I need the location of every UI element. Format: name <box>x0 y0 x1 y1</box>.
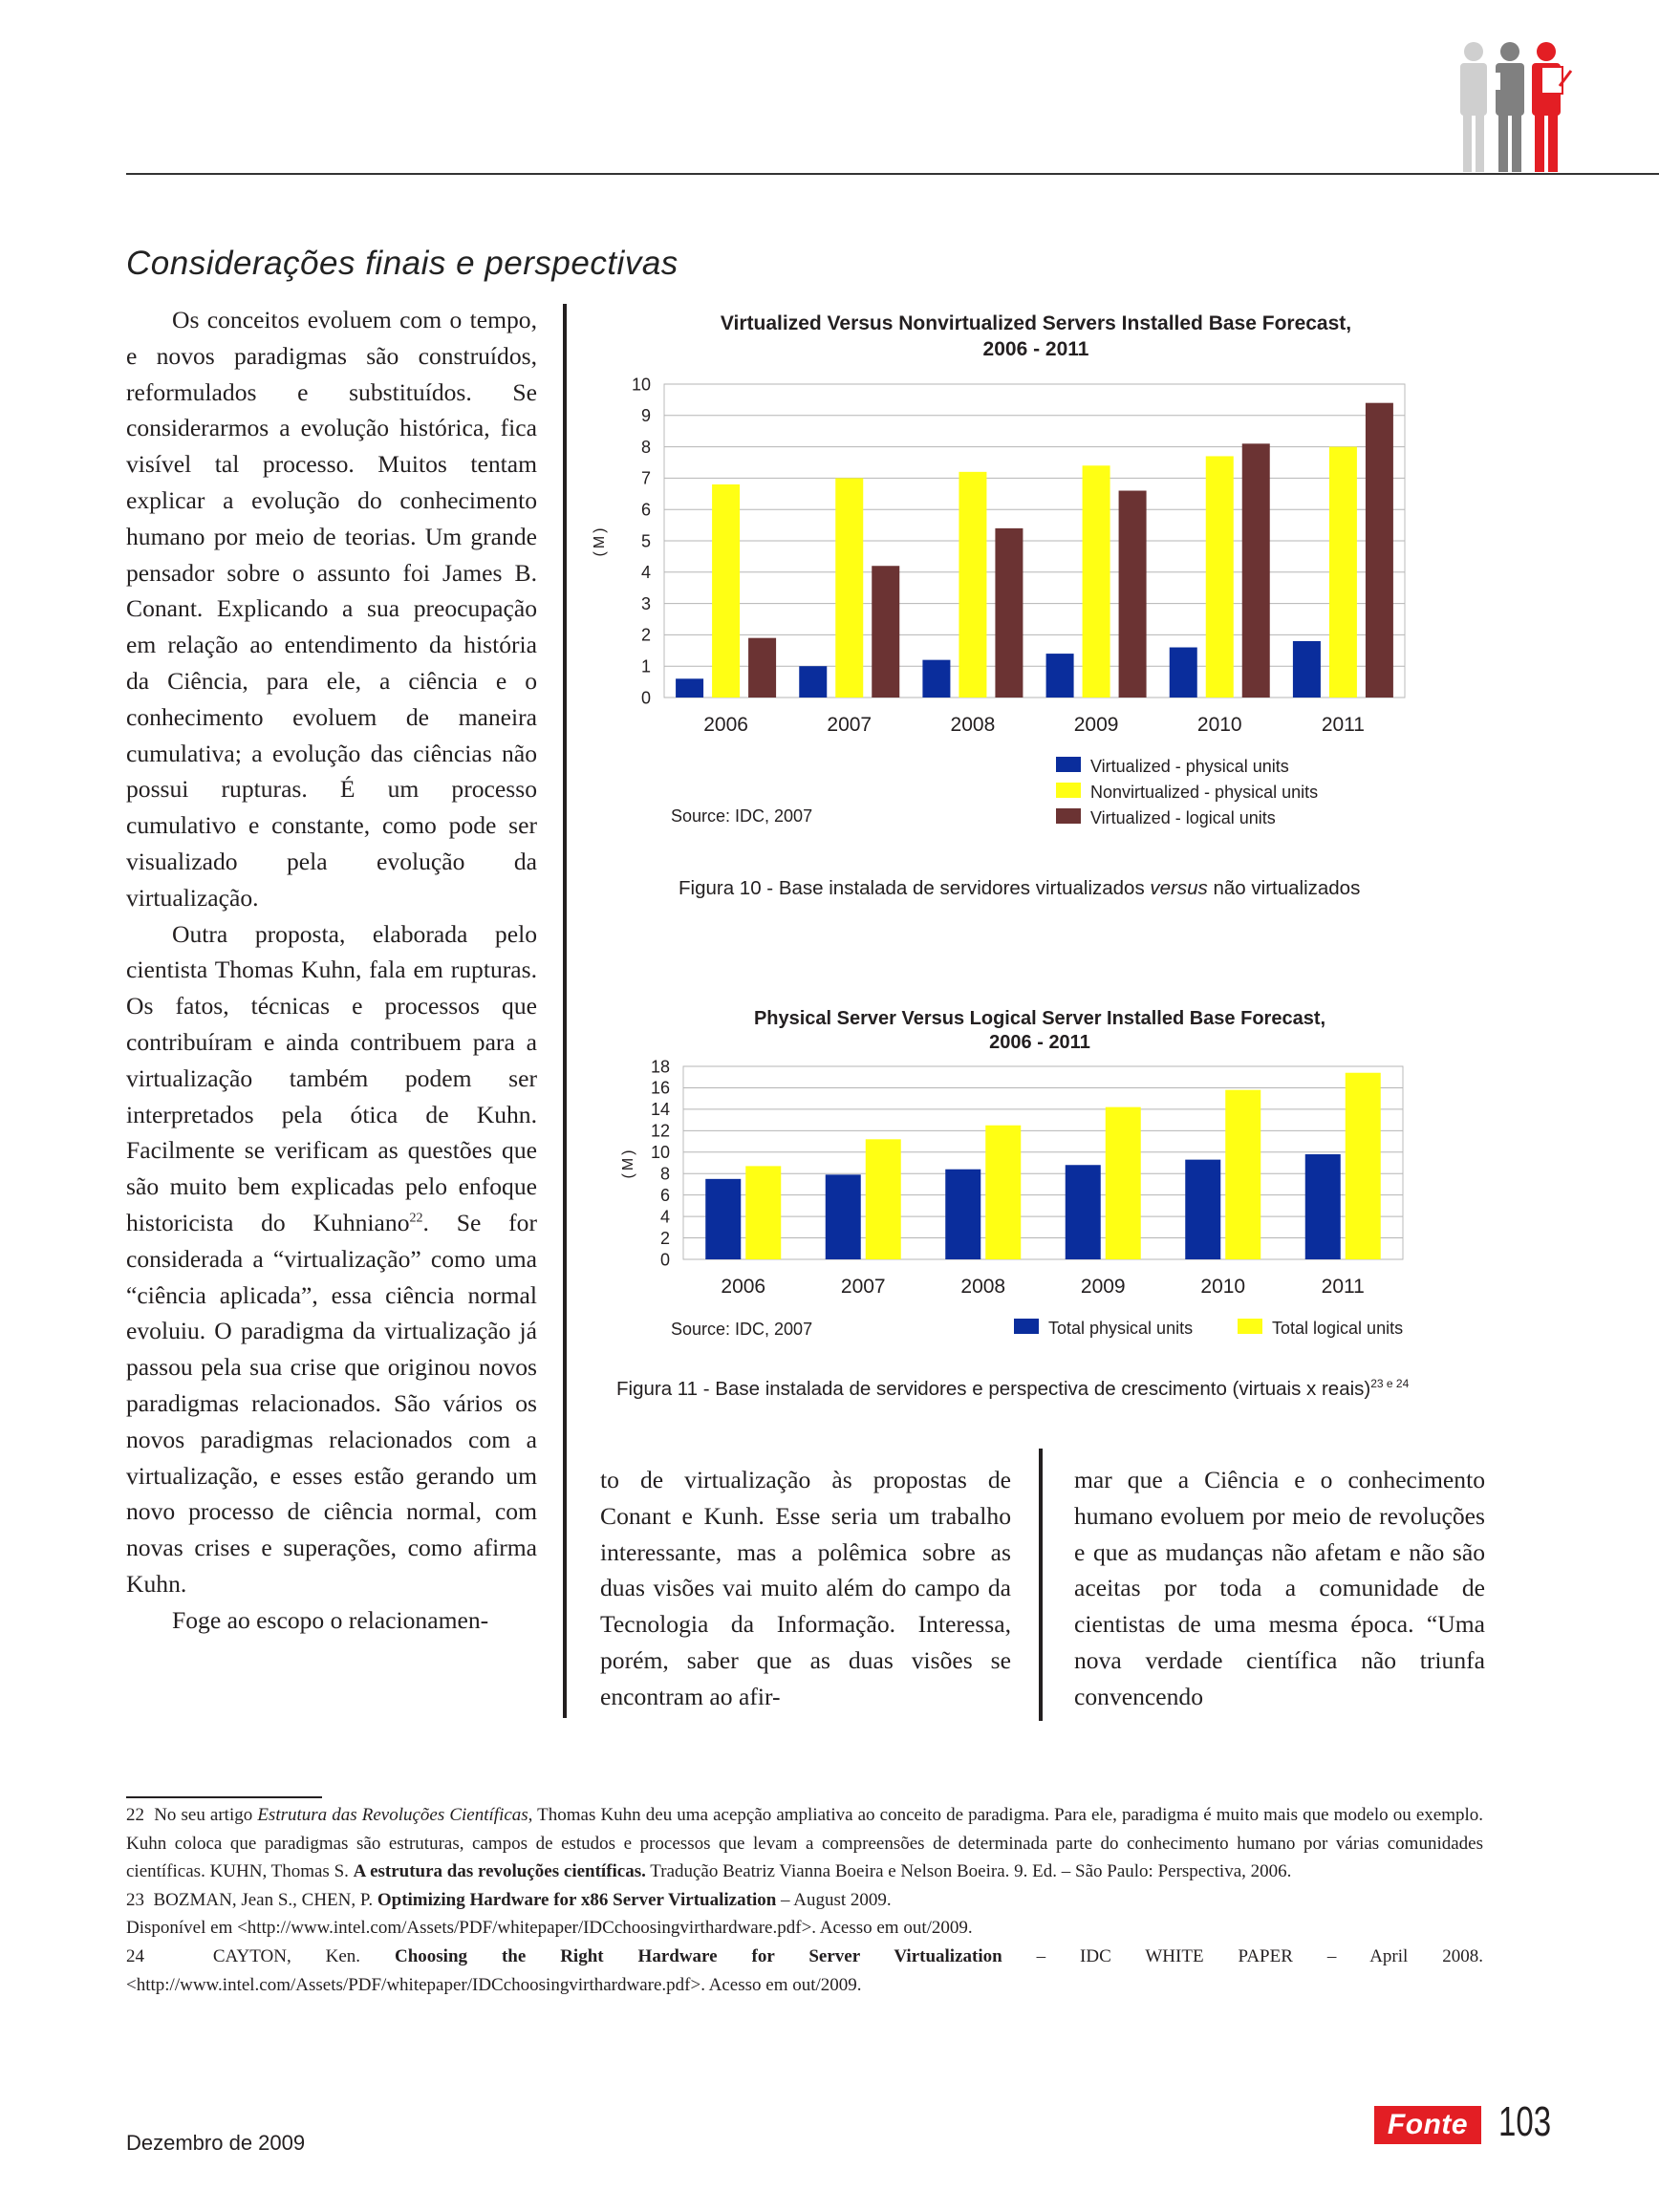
person-light-gray-icon <box>1460 42 1487 172</box>
footnote-23 <box>126 1886 1483 1915</box>
y-axis-label: (M) <box>592 525 608 557</box>
y-tick-label: 9 <box>640 406 651 426</box>
bar <box>1185 1160 1220 1259</box>
paragraph-conant: Os conceitos evoluem com o tempo, e novos paradigmas são construídos, reformulados e substituídos. Se considerarmos a evolução histórica, fica visível tal processo. Muitos tentam explicar a evolução do conhecimento humano por meio de teorias. Um grande pensador sobre o assunto foi James B. Conant. Explicando a sua preocupação em relação ao entendimento da história da Ciência, para ele, a ciência e o conhecimento evoluem de maneira cumulativa; a evolução das ciências não possui rupturas. É um processo cumulativo e constante, como pode ser visualizado pela evolução da virtualização. <box>126 306 537 912</box>
footnote-24 <box>126 1943 1483 1999</box>
x-category-label: 2010 <box>1196 714 1242 736</box>
footnote-23-text-a: BOZMAN, Jean S., CHEN, P. <box>153 1889 377 1910</box>
legend-label: Virtualized - logical units <box>1090 808 1276 827</box>
footnote-22-italic: Estrutura das Revoluções Científicas <box>257 1805 528 1825</box>
paragraph-escopo: Foge ao escopo o relacionamen- <box>172 1605 489 1634</box>
bar <box>1206 456 1234 698</box>
bar <box>866 1139 901 1259</box>
figure-11-caption <box>616 1378 1409 1401</box>
bar <box>985 1126 1021 1259</box>
left-column <box>126 302 537 1638</box>
bar <box>1170 648 1197 698</box>
legend-label: Total physical units <box>1048 1319 1194 1338</box>
bar <box>959 472 986 698</box>
footnote-rule <box>126 1796 322 1798</box>
bar <box>799 666 827 698</box>
plot-area <box>683 1066 1403 1259</box>
y-tick-label: 16 <box>650 1078 670 1098</box>
x-category-label: 2009 <box>1073 714 1119 736</box>
y-axis-label: (M) <box>620 1147 636 1179</box>
bar <box>945 1170 980 1259</box>
chart-title-line-2: 2006 - 2011 <box>982 338 1089 360</box>
chart-source: Source: IDC, 2007 <box>671 806 813 826</box>
y-tick-label: 4 <box>640 563 651 583</box>
y-tick-label: 6 <box>640 500 651 520</box>
chart-physical-vs-logical <box>573 994 1433 1352</box>
y-tick-label: 2 <box>640 625 651 645</box>
section-title: Considerações finais e perspectivas <box>126 245 679 282</box>
figure-11-caption-text: Figura 11 - Base instalada de servidores e perspectiva de crescimento (virtuais x reais) <box>616 1378 1371 1400</box>
footnote-22 <box>126 1801 1483 1886</box>
legend-label: Total logical units <box>1272 1319 1404 1338</box>
y-tick-label: 0 <box>659 1250 670 1270</box>
bar <box>995 528 1023 698</box>
x-category-label: 2011 <box>1321 1276 1365 1298</box>
y-tick-label: 3 <box>640 593 651 613</box>
bar <box>1366 403 1393 698</box>
page-number: 103 <box>1498 2098 1552 2145</box>
legend-swatch <box>1056 808 1081 824</box>
chart-source: Source: IDC, 2007 <box>671 1320 813 1339</box>
footnote-24-bold: Choosing the Right Hardware for Server Virtualization <box>394 1945 1002 1966</box>
y-tick-label: 4 <box>659 1207 670 1227</box>
chart-title-line-1: Physical Server Versus Logical Server Installed Base Forecast, <box>753 1008 1326 1029</box>
figure-10-caption-text-a: Figura 10 - Base instalada de servidores virtualizados <box>679 877 1151 899</box>
fonte-logo: Fonte <box>1374 2106 1481 2144</box>
bar <box>1106 1107 1141 1259</box>
person-red-icon <box>1532 42 1571 172</box>
footnote-23-bold: Optimizing Hardware for x86 Server Virtualization <box>377 1889 777 1910</box>
y-tick-label: 1 <box>640 656 651 676</box>
x-category-label: 2011 <box>1321 714 1366 736</box>
bar <box>705 1179 741 1259</box>
footnote-23-line2: Disponível em <http://www.intel.com/Assets/PDF/whitepaper/IDCchoosingvirthardware.pdf>. Acesso em out/2009. <box>126 1918 973 1939</box>
bar <box>676 678 703 698</box>
x-category-label: 2007 <box>840 1276 886 1298</box>
right-column <box>1074 1462 1485 1715</box>
paragraph-revolucoes: mar que a Ciência e o conhecimento humano evoluem por meio de revoluções e que as mudanças não afetam e não são aceitas por toda a comunidade de cientistas de uma mesma época. “Uma nova verdade científica não triunfa convencendo <box>1074 1466 1485 1710</box>
footnote-ref-22: 22 <box>409 1211 423 1226</box>
bar <box>1305 1154 1341 1259</box>
x-category-label: 2009 <box>1080 1276 1126 1298</box>
chart-title-line-1: Virtualized Versus Nonvirtualized Servers Installed Base Forecast, <box>720 312 1352 334</box>
y-tick-label: 0 <box>640 688 651 708</box>
header-rule <box>126 173 1659 175</box>
bar <box>1083 465 1110 698</box>
y-tick-label: 10 <box>650 1143 670 1163</box>
footnote-24-number: 24 <box>126 1945 144 1966</box>
y-tick-label: 7 <box>640 468 651 488</box>
x-category-label: 2010 <box>1200 1276 1246 1298</box>
footnote-22-bold: A estrutura das revoluções científicas. <box>353 1861 646 1882</box>
footnote-24-text-a: CAYTON, Ken. <box>212 1945 395 1966</box>
footnote-22-text-b: , Thomas Kuhn deu uma acepção ampliativa ao conceito de paradigma. Para ele, paradigma é muito mais que modelo ou exemplo. Kuhn coloca que paradigmas são estruturas, campos de estudos e processos que levam a compreensões de determinada parte do conhecimento humano por várias comunidades científicas. KUHN, Thomas S. <box>126 1805 1484 1882</box>
column-divider-right <box>1039 1449 1043 1721</box>
figure-10-caption-italic: versus <box>1150 877 1208 899</box>
bar <box>1066 1165 1101 1259</box>
bar <box>1242 443 1270 698</box>
footnote-22-number: 22 <box>126 1805 144 1825</box>
bar <box>1225 1090 1260 1259</box>
x-category-label: 2008 <box>960 1276 1006 1298</box>
y-tick-label: 12 <box>650 1121 670 1141</box>
y-tick-label: 5 <box>640 531 651 551</box>
paragraph-kuhn <box>126 916 537 1602</box>
people-logo <box>1453 38 1575 177</box>
bar <box>1046 654 1074 698</box>
footnote-22-text-c: Tradução Beatriz Vianna Boeira e Nelson Boeira. 9. Ed. – São Paulo: Perspectiva, 2006. <box>645 1861 1292 1882</box>
footnotes <box>126 1801 1483 1999</box>
footnote-ref-23-24: 23 e 24 <box>1370 1377 1410 1391</box>
footnote-22-text-a: No seu artigo <box>154 1805 258 1825</box>
column-divider-left <box>563 304 567 1718</box>
y-tick-label: 8 <box>659 1164 670 1184</box>
x-category-label: 2008 <box>950 714 996 736</box>
chart-virtualized-vs-nonvirtualized <box>573 301 1433 836</box>
x-category-label: 2006 <box>721 1276 766 1298</box>
bar <box>872 566 899 698</box>
bar <box>1119 491 1147 698</box>
y-tick-label: 2 <box>659 1228 670 1248</box>
legend-swatch <box>1056 783 1081 798</box>
bar <box>748 638 776 698</box>
x-category-label: 2007 <box>827 714 873 736</box>
legend-label: Nonvirtualized - physical units <box>1090 783 1319 802</box>
bar <box>826 1174 861 1259</box>
middle-column <box>600 1462 1011 1715</box>
footer-date: Dezembro de 2009 <box>126 2131 306 2155</box>
bar <box>922 660 950 698</box>
figure-10-caption <box>679 877 1360 900</box>
bar <box>1346 1073 1381 1259</box>
legend-swatch <box>1014 1319 1039 1334</box>
paragraph-kuhn-text-b: . Se for considerada a “virtualização” como uma “ciência aplicada”, essa ciência normal evoluiu. O paradigma da virtualização já passou pela sua crise que originou novos paradigmas relacionados. São vários os novos paradigmas relacionados com a virtualização, e esses estão gerando um novo processo de ciência normal, com novas crises e superações, como afirma Kuhn. <box>126 1208 537 1598</box>
legend-label: Virtualized - physical units <box>1090 757 1289 776</box>
bar <box>745 1166 781 1259</box>
bar <box>712 484 740 698</box>
y-tick-label: 6 <box>659 1185 670 1205</box>
chart-title-line-2: 2006 - 2011 <box>989 1032 1090 1053</box>
paragraph-continuation: to de virtualização às propostas de Conant e Kunh. Esse seria um trabalho interessante, mas a polêmica sobre as duas visões vai muito além do campo da Tecnologia da Informação. Interessa, porém, saber que as duas visões se encontram ao afir- <box>600 1466 1011 1710</box>
figure-10-caption-text-b: não virtualizados <box>1207 877 1361 899</box>
footnote-23-text-b: – August 2009. <box>776 1889 892 1910</box>
legend-swatch <box>1056 757 1081 772</box>
bar <box>835 478 863 698</box>
footnote-24-text-b: – IDC WHITE PAPER – April 2008. <http://www.intel.com/Assets/PDF/whitepaper/IDCchoosingvirthardware.pdf>. Acesso em out/2009. <box>126 1945 1483 1995</box>
y-tick-label: 10 <box>631 375 651 395</box>
legend-swatch <box>1238 1319 1262 1334</box>
x-category-label: 2006 <box>703 714 748 736</box>
paragraph-kuhn-text-a: Outra proposta, elaborada pelo cientista Thomas Kuhn, fala em rupturas. Os fatos, técnicas e processos que contribuíram e ainda contribuem para a virtualização também podem ser interpretados pela ótica de Kuhn. Facilmente se verificam as questões que são muito bem explicadas pelo enfoque historicista do Kuhniano <box>126 919 537 1236</box>
y-tick-label: 14 <box>650 1100 670 1120</box>
bar <box>1329 447 1357 698</box>
person-dark-gray-icon <box>1491 42 1524 172</box>
bar <box>1293 641 1321 698</box>
y-tick-label: 18 <box>650 1057 670 1077</box>
footnote-23-number: 23 <box>126 1889 144 1910</box>
y-tick-label: 8 <box>640 437 651 457</box>
